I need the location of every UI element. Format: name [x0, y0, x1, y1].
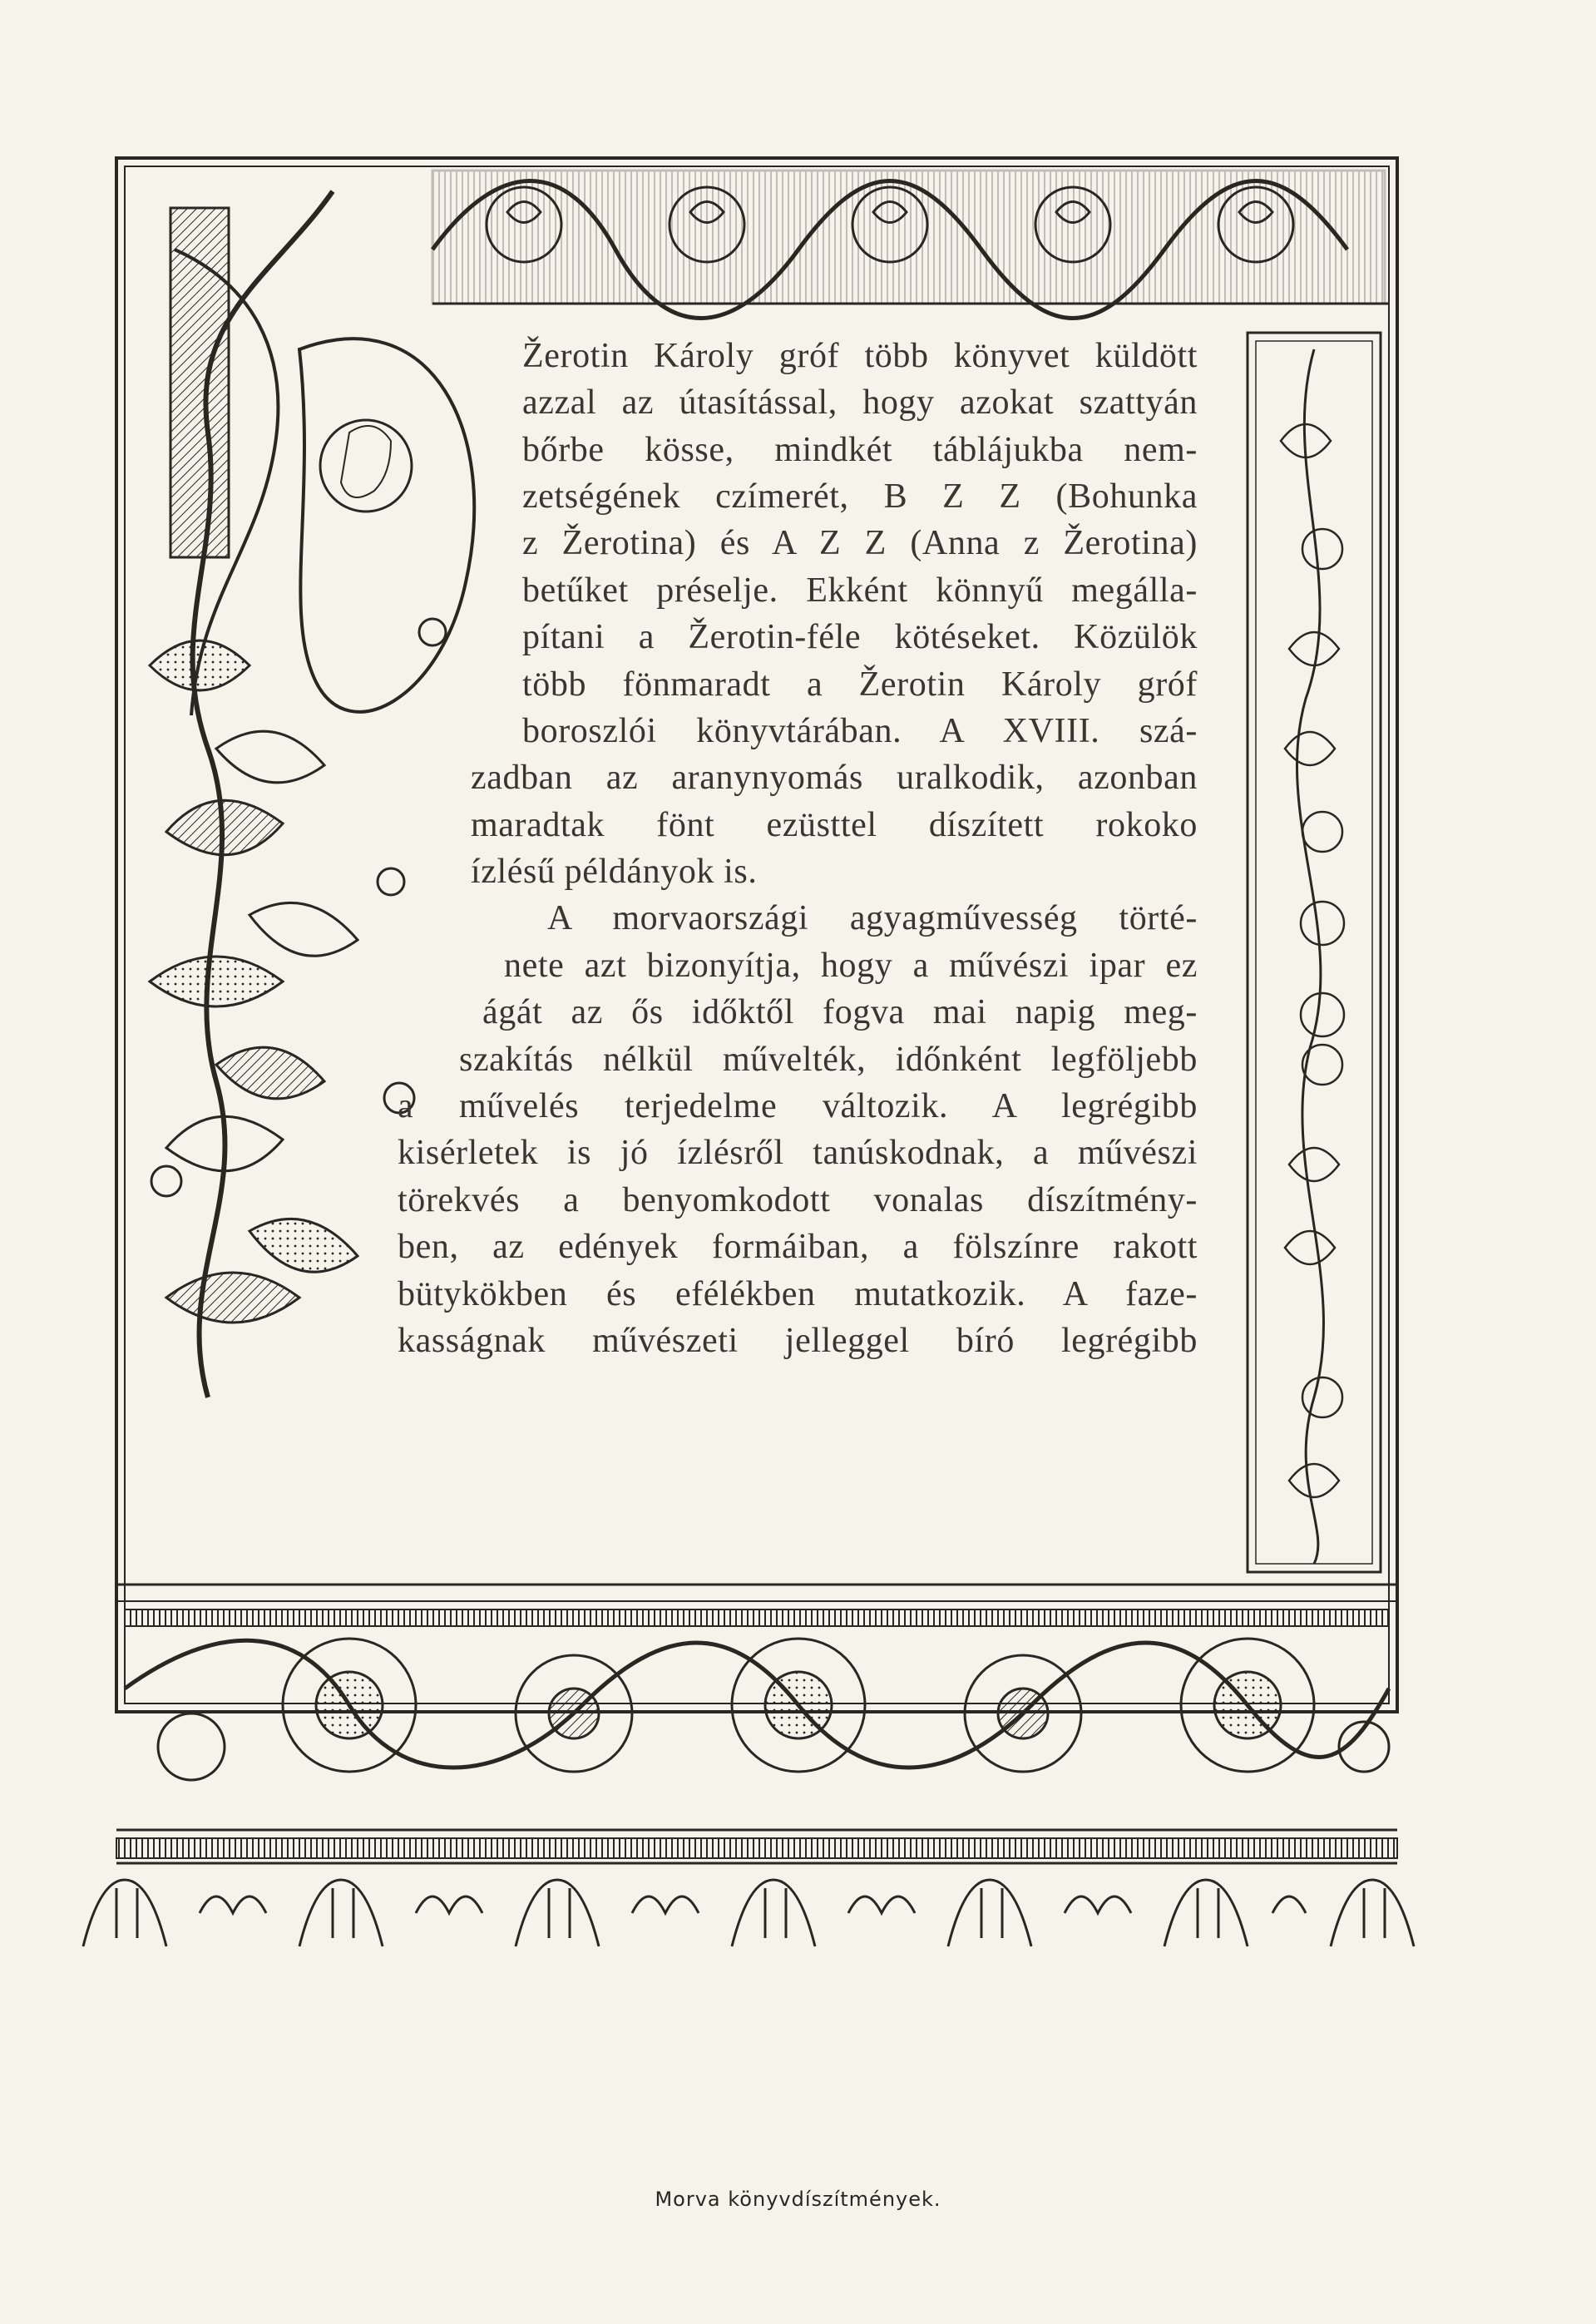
- text-line: betűket préselje. Ekként könnyű megálla-: [522, 571, 1198, 610]
- text-line: több fönmaradt a Žerotin Károly gróf: [522, 665, 1198, 704]
- text-line: szakítás nélkül művelték, időnként legföljebb: [459, 1041, 1198, 1079]
- text-line: z Žerotina) és A Z Z (Anna z Žerotina): [522, 524, 1198, 562]
- text-line: Žerotin Károly gróf több könyvet küldött: [522, 337, 1198, 375]
- text-line: bütykökben és efélékben mutatkozik. A faze-: [398, 1275, 1198, 1313]
- text-line: A morvaországi agyagművesség törté-: [547, 899, 1198, 937]
- text-line: zadban az aranynyomás uralkodik, azonban: [471, 759, 1198, 797]
- text-line: bőrbe kösse, mindkét táblájukba nem-: [522, 431, 1198, 469]
- text-line: boroszlói könyvtárában. A XVIII. szá-: [522, 712, 1198, 750]
- text-line: ízlésű példányok is.: [471, 853, 758, 891]
- text-line: pítani a Žerotin-féle kötéseket. Közülök: [522, 618, 1198, 656]
- page-caption: Morva könyvdíszítmények.: [655, 2188, 941, 2211]
- text-line: nete azt bizonyítja, hogy a művészi ipar ez: [504, 947, 1198, 985]
- text-line: ben, az edények formáiban, a fölszínre rakott: [398, 1228, 1198, 1266]
- text-line: azzal az útasítással, hogy azokat szattyán: [522, 383, 1198, 422]
- text-line: ágát az ős időktől fogva mai napig meg-: [482, 993, 1198, 1031]
- text-line: zetségének czímerét, B Z Z (Bohunka: [522, 477, 1198, 516]
- text-line: törekvés a benyomkodott vonalas díszítmény-: [398, 1181, 1198, 1219]
- text-line: maradtak fönt ezüsttel díszített rokoko: [471, 806, 1198, 844]
- text-line: kisérletek is jó ízlésről tanúskodnak, a művészi: [398, 1134, 1198, 1172]
- text-line: kasságnak művészeti jelleggel bíró legrégibb: [398, 1322, 1198, 1360]
- text-line: a művelés terjedelme változik. A legrégibb: [398, 1087, 1198, 1125]
